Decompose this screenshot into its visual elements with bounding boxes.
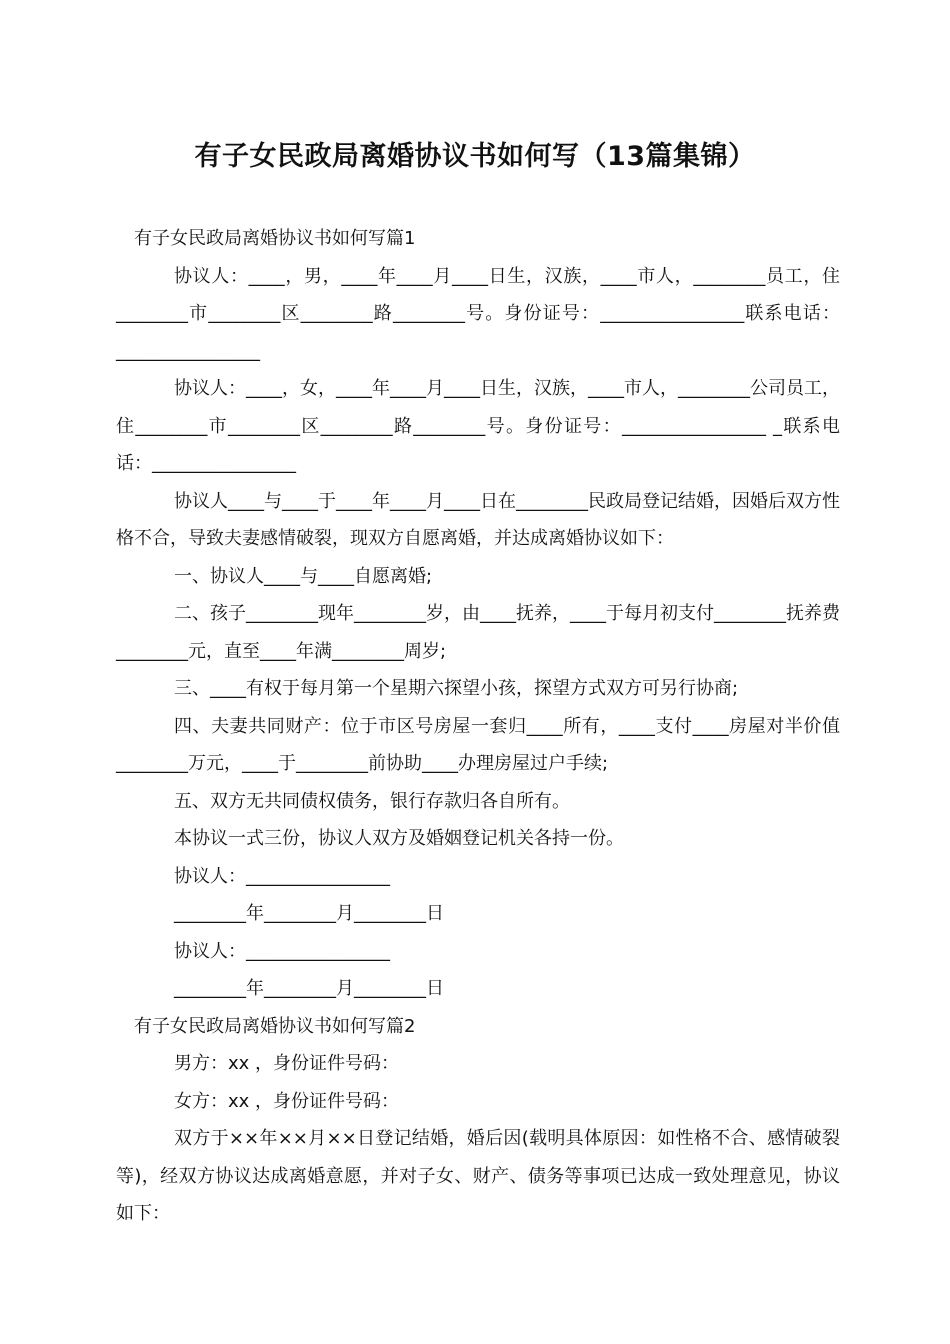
section-heading-2: 有子女民政局离婚协议书如何写篇2 [134,1015,416,1037]
signature-line-2: 协议人：________________ [174,940,390,962]
date-line-1: ________年________月________日 [174,903,444,924]
date-line-2: ________年________月________日 [174,978,444,999]
document-body [116,220,840,1233]
paragraph-male-id: 男方：xx ，身份证件号码： [174,1053,400,1074]
paragraph-party-female: 协议人：____，女，____年____月____日生，汉族，____市人，________公司员工，住________市________区________路________号。身份证号：________________ _联系电话：________________ [116,378,840,474]
clause-1: 一、协议人____与____自愿离婚; [174,565,433,587]
clause-4: 四、夫妻共同财产：位于市区号房屋一套归____所有，____支付____房屋对半价值________万元，____于________前协助____办理房屋过户手续; [116,715,840,774]
clause-3: 三、____有权于每月第一个星期六探望小孩，探望方式双方可另行协商; [174,678,739,699]
signature-line-1: 协议人：________________ [174,865,390,887]
paragraph-agreement-intro: 双方于××年××月××日登记结婚，婚后因(载明具体原因：如性格不合、感情破裂等)，经双方协议达成离婚意愿，并对子女、财产、债务等事项已达成一致处理意见，协议如下： [116,1128,840,1224]
paragraph-intro: 协议人____与____于____年____月____日在________民政局登记结婚，因婚后双方性格不合，导致夫妻感情破裂，现双方自愿离婚，并达成离婚协议如下： [116,490,840,549]
clause-2: 二、孩子________现年________岁，由____抚养，____于每月初支付________抚养费________元，直至____年满________周岁; [116,603,840,662]
clause-5: 五、双方无共同债权债务，银行存款归各自所有。 [174,790,570,812]
paragraph-copies: 本协议一式三份，协议人双方及婚姻登记机关各持一份。 [174,828,624,849]
paragraph-party-male: 协议人：____，男，____年____月____日生，汉族，____市人，________员工，住________市________区________路________号。身份证号：________________联系电话：________________ [116,265,840,362]
document-title: 有子女民政局离婚协议书如何写（13篇集锦） [194,141,756,172]
paragraph-female-id: 女方：xx ，身份证件号码： [174,1090,400,1112]
section-heading-1: 有子女民政局离婚协议书如何写篇1 [134,228,416,249]
